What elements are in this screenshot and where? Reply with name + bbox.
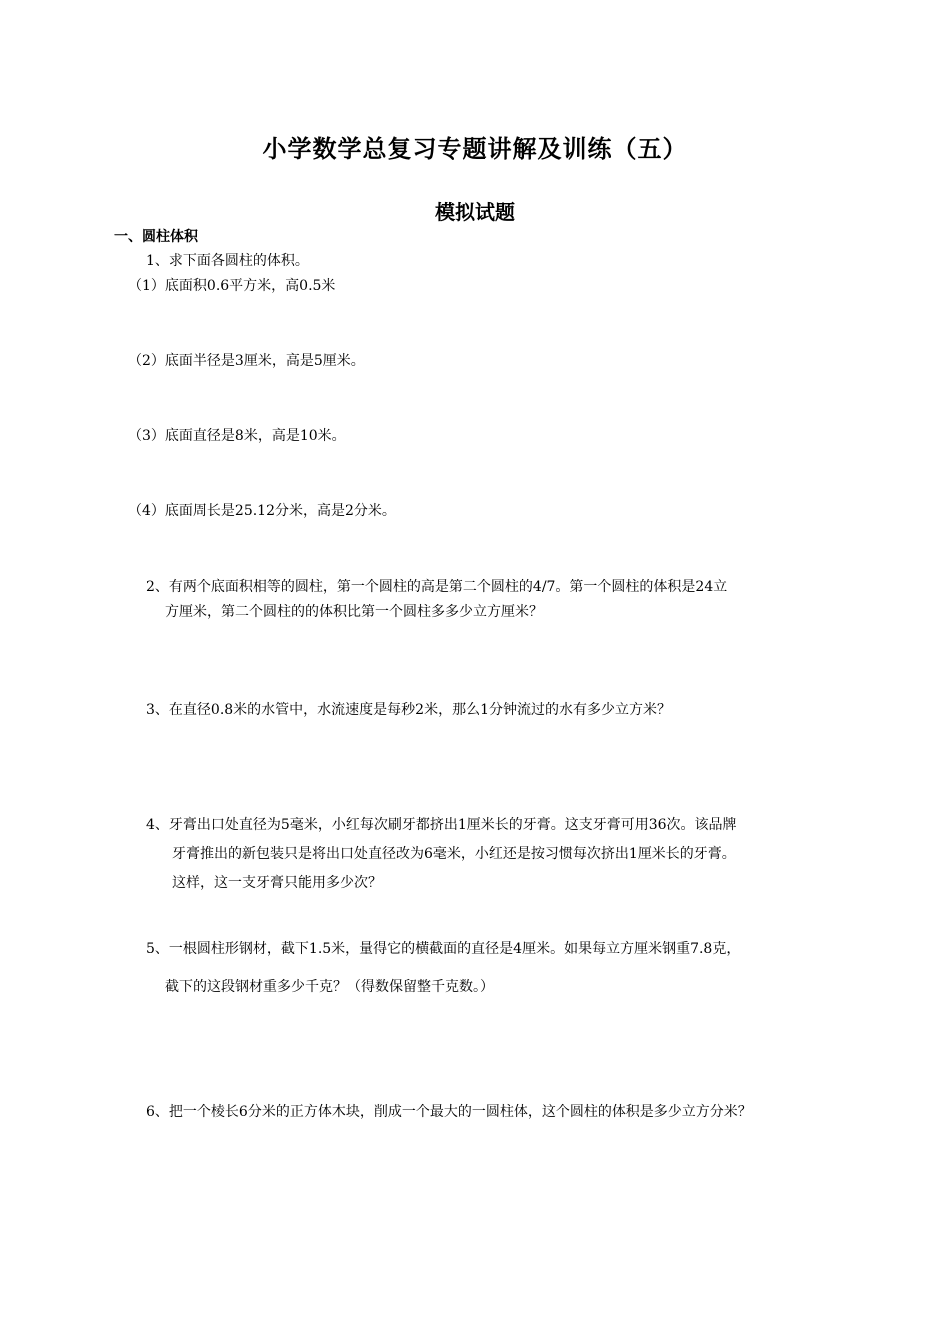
- question-1-part-4: （4）底面周长是25.12分米，高是2分米。: [128, 503, 396, 519]
- question-4-line-1: 4、牙膏出口处直径为5毫米，小红每次刷牙都挤出1厘米长的牙膏。这支牙膏可用36次。该品牌: [146, 817, 737, 833]
- question-3: 3、在直径0.8米的水管中，水流速度是每秒2米，那么1分钟流过的水有多少立方米？: [146, 702, 671, 718]
- section-heading: 一、圆柱体积: [114, 229, 198, 245]
- question-5-line-1: 5、一根圆柱形钢材，截下1.5米，量得它的横截面的直径是4厘米。如果每立方厘米钢重7.8克，: [146, 941, 741, 957]
- question-1-part-1: （1）底面积0.6平方米，高0.5米: [128, 278, 336, 294]
- question-2-line-1: 2、有两个底面积相等的圆柱，第一个圆柱的高是第二个圆柱的4/7。第一个圆柱的体积是24立: [146, 579, 728, 595]
- question-4-line-3: 这样，这一支牙膏只能用多少次？: [172, 875, 382, 891]
- question-4-line-2: 牙膏推出的新包装只是将出口处直径改为6毫米，小红还是按习惯每次挤出1厘米长的牙膏。: [172, 846, 736, 862]
- question-1-part-2: （2）底面半径是3厘米，高是5厘米。: [128, 353, 365, 369]
- question-4: [146, 811, 737, 898]
- question-6: 6、把一个棱长6分米的正方体木块，削成一个最大的一圆柱体，这个圆柱的体积是多少立方分米？: [146, 1104, 752, 1120]
- page-title: 小学数学总复习专题讲解及训练（五）: [262, 135, 688, 163]
- question-5: [146, 930, 740, 1006]
- question-1-prompt: 1、求下面各圆柱的体积。: [146, 253, 309, 269]
- page-subtitle: 模拟试题: [435, 200, 515, 224]
- question-2-line-2: 方厘米，第二个圆柱的的体积比第一个圆柱多多少立方厘米？: [165, 604, 543, 620]
- question-5-line-2: 截下的这段钢材重多少千克？（得数保留整千克数。）: [165, 979, 494, 995]
- question-1-part-3: （3）底面直径是8米，高是10米。: [128, 428, 346, 444]
- question-2: [146, 575, 727, 625]
